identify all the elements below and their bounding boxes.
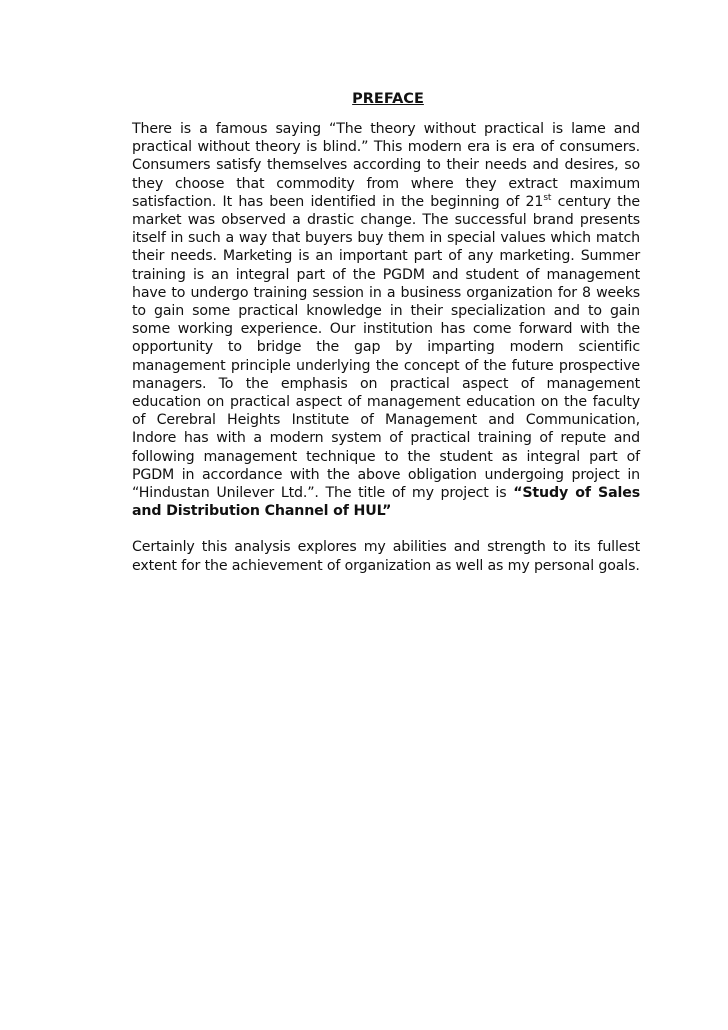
page-title: PREFACE [352,91,424,107]
paragraph-1-text-start: There is a famous saying “The theory without practical is lame and practical without theory is blind.” This modern era is era of consumers. Consumers satisfy themselves according to their needs and desires, so they choose that commodity from where they extract maximum satisfaction. It has been identified in the beginning of 21 [132,121,640,210]
project-title: “Study of Sales and Distribution Channel of HUL” [132,485,640,520]
paragraph-1-text-end: century the market was observed a drastic change. The successful brand presents itself in such a way that buyers buy them in special values which match their needs. Marketing is an important part of any marketing. Summer training is an integral part of the PGDM and student of management have to undergo training session in a business organization for 8 weeks to gain some practical knowledge in their specialization and to gain some working experience. Our institution has come forward with the opportunity to bridge the gap by imparting modern scientific management principle underlying the concept of the future prospective managers. To the emphasis on practical aspect of management education on practical aspect of management education on the faculty of Cerebral Heights Institute of Management and Communication, Indore has with a modern system of practical training of repute and following management technique to the student as integral part of PGDM in accordance with the above obligation undergoing project in “Hindustan Unilever Ltd.”. The title of my project is [132,193,641,502]
document-body [132,90,640,575]
preface-paragraph-1 [132,120,640,520]
preface-paragraph-2: Certainly this analysis explores my abilities and strength to its fullest extent for the achievement of organization as well as my personal goals. [132,539,640,574]
ordinal-superscript: st [543,192,552,203]
